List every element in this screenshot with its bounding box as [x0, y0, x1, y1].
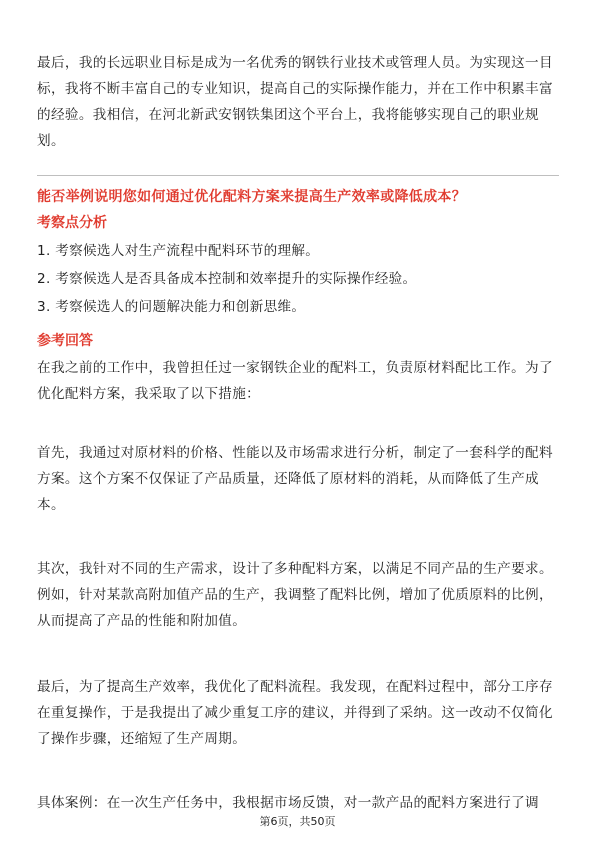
analysis-title: 考察点分析	[37, 215, 107, 231]
answer-title: 参考回答	[37, 333, 93, 349]
answer-paragraph: 在我之前的工作中，我曾担任过一家钢铁企业的配料工，负责原材料配比工作。为了优化配料方案，我采取了以下措施：	[37, 360, 553, 402]
answer-paragraph: 首先，我通过对原材料的价格、性能以及市场需求进行分析，制定了一套科学的配料方案。这个方案不仅保证了产品质量，还降低了原材料的消耗，从而降低了生产成本。	[37, 445, 553, 513]
interview-question: 能否举例说明您如何通过优化配料方案来提高生产效率或降低成本？	[37, 189, 466, 205]
analysis-item: 2. 考察候选人是否具备成本控制和效率提升的实际操作经验。	[37, 271, 417, 287]
answer-paragraph: 最后，为了提高生产效率，我优化了配料流程。我发现，在配料过程中，部分工序存在重复操作，于是我提出了减少重复工序的建议，并得到了采纳。这一改动不仅简化了操作步骤，还缩短了生产周期。	[37, 679, 553, 747]
analysis-item: 3. 考察候选人的问题解决能力和创新思维。	[37, 299, 306, 315]
section-divider	[37, 175, 559, 176]
analysis-item: 1. 考察候选人对生产流程中配料环节的理解。	[37, 243, 320, 259]
page-number: 第6页，共50页	[259, 815, 336, 828]
intro-paragraph: 最后，我的长远职业目标是成为一名优秀的钢铁行业技术或管理人员。为实现这一目标，我将不断丰富自己的专业知识，提高自己的实际操作能力，并在工作中积累丰富的经验。我相信，在河北新武安钢铁集团这个平台上，我将能够实现自己的职业规划。	[37, 55, 553, 149]
answer-paragraph: 其次，我针对不同的生产需求，设计了多种配料方案，以满足不同产品的生产要求。例如，针对某款高附加值产品的生产，我调整了配料比例，增加了优质原料的比例，从而提高了产品的性能和附加值。	[37, 561, 553, 629]
answer-paragraph: 具体案例：在一次生产任务中，我根据市场反馈，对一款产品的配料方案进行了调	[37, 795, 539, 811]
